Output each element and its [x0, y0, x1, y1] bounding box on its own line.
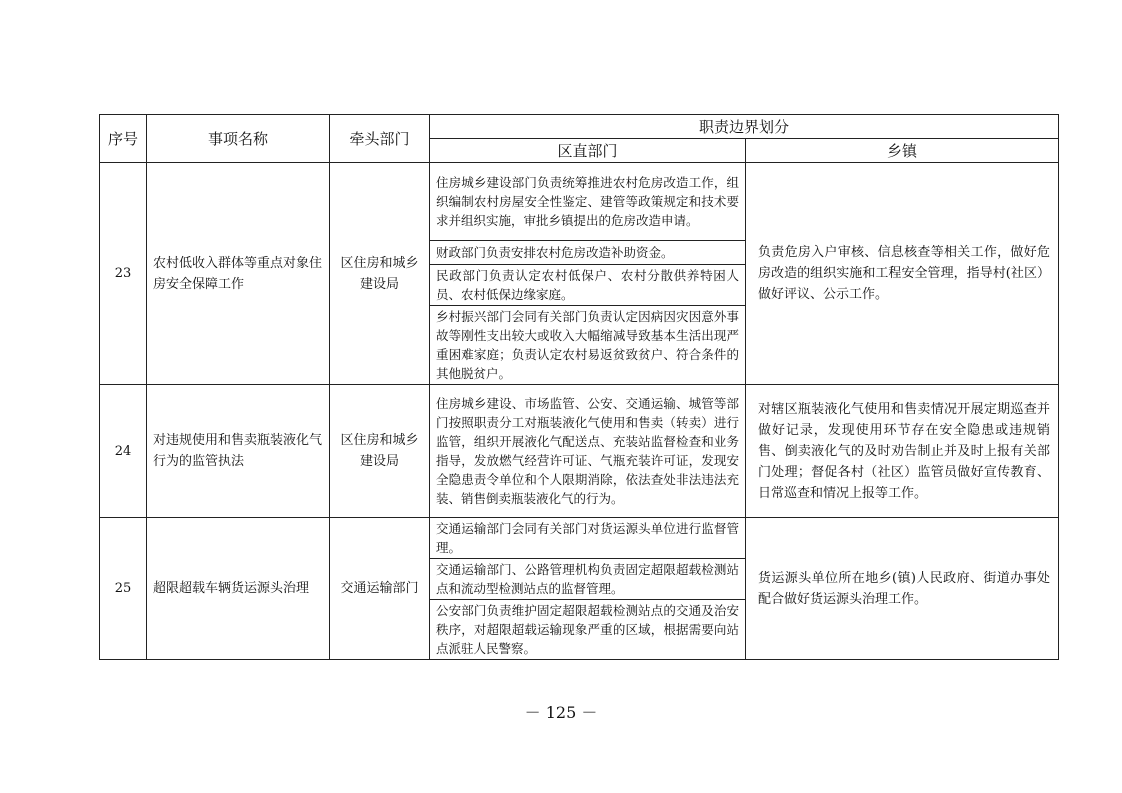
district-duty: 公安部门负责维护固定超限超载检测站点的交通及治安秩序，对超限超载运输现象严重的区域，根据需要向站点派驻人民警察。: [430, 600, 746, 660]
header-lead-dept: 牵头部门: [330, 115, 430, 163]
page-number: － 125 －: [524, 703, 598, 722]
district-duty: 住房城乡建设、市场监管、公安、交通运输、城管等部门按照职责分工对瓶装液化气使用和售卖（转卖）进行监管，组织开展液化气配送点、充装站监督检查和业务指导，发放燃气经营许可证、气瓶充装许可证，发现安全隐患责令单位和个人限期消除，依法查处非法违法充装、销售倒卖瓶装液化气的行为。: [430, 385, 746, 518]
lead-dept: 交通运输部门: [330, 518, 430, 660]
district-duty: 财政部门负责安排农村危房改造补助资金。: [430, 241, 746, 265]
lead-dept: 区住房和城乡建设局: [330, 385, 430, 518]
district-duty: 民政部门负责认定农村低保户、农村分散供养特困人员、农村低保边缘家庭。: [430, 265, 746, 306]
town-duty: 负责危房入户审核、信息核查等相关工作，做好危房改造的组织实施和工程安全管理，指导村(社区）做好评议、公示工作。: [746, 163, 1059, 385]
item-name: 超限超载车辆货运源头治理: [147, 518, 330, 660]
row-number: 23: [100, 163, 147, 385]
table-row: [100, 163, 1059, 241]
item-name: 对违规使用和售卖瓶装液化气行为的监管执法: [147, 385, 330, 518]
table-row: [100, 385, 1059, 518]
responsibility-table: [99, 114, 1059, 660]
item-name: 农村低收入群体等重点对象住房安全保障工作: [147, 163, 330, 385]
header-division: 职责边界划分: [430, 115, 1059, 139]
table-row: [100, 518, 1059, 559]
town-duty: 货运源头单位所在地乡(镇)人民政府、街道办事处配合做好货运源头治理工作。: [746, 518, 1059, 660]
district-duty: 住房城乡建设部门负责统筹推进农村危房改造工作，组织编制农村房屋安全性鉴定、建管等政策规定和技术要求并组织实施，审批乡镇提出的危房改造申请。: [430, 163, 746, 241]
district-duty: 乡村振兴部门会同有关部门负责认定因病因灾因意外事故等刚性支出较大或收入大幅缩减导致基本生活出现严重困难家庭；负责认定农村易返贫致贫户、符合条件的其他脱贫户。: [430, 306, 746, 385]
header-no: 序号: [100, 115, 147, 163]
header-town: 乡镇: [746, 139, 1059, 163]
lead-dept: 区住房和城乡建设局: [330, 163, 430, 385]
town-duty: 对辖区瓶装液化气使用和售卖情况开展定期巡查并做好记录，发现使用环节存在安全隐患或违规销售、倒卖液化气的及时劝告制止并及时上报有关部门处理；督促各村（社区）监管员做好宣传教育、日常巡查和情况上报等工作。: [746, 385, 1059, 518]
header-row-1: [100, 115, 1059, 139]
district-duty: 交通运输部门会同有关部门对货运源头单位进行监督管理。: [430, 518, 746, 559]
header-district-depts: 区直部门: [430, 139, 746, 163]
district-duty: 交通运输部门、公路管理机构负责固定超限超载检测站点和流动型检测站点的监督管理。: [430, 559, 746, 600]
header-item-name: 事项名称: [147, 115, 330, 163]
row-number: 24: [100, 385, 147, 518]
row-number: 25: [100, 518, 147, 660]
